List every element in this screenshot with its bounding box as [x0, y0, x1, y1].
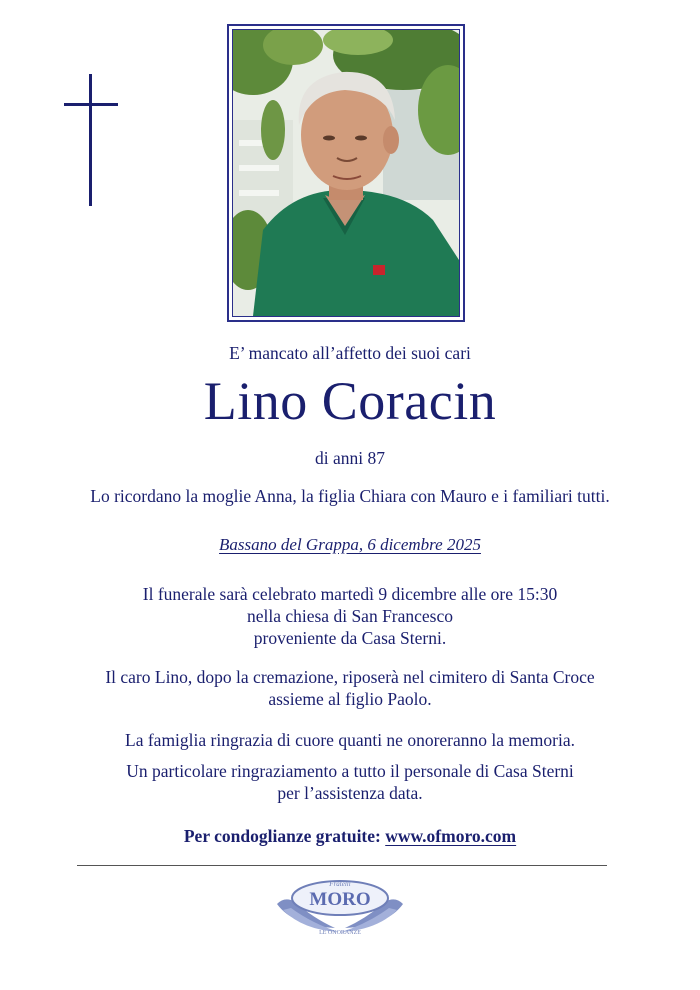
- age-text: di anni 87: [315, 448, 385, 468]
- dateline: Bassano del Grappa, 6 dicembre 2025: [219, 535, 481, 554]
- burial-line: assieme al figlio Paolo.: [268, 689, 432, 709]
- portrait-photo: [227, 24, 465, 322]
- mourners-text: Lo ricordano la moglie Anna, la figlia Chiara con Mauro e i familiari tutti.: [90, 486, 610, 506]
- family-thanks: La famiglia ringrazia di cuore quanti ne onoreranno la memoria.: [125, 730, 575, 750]
- logo-bottom-text: LE ONORANZE: [319, 930, 361, 936]
- staff-thanks-line: Un particolare ringraziamento a tutto il personale di Casa Sterni: [126, 761, 574, 781]
- funeral-line: nella chiesa di San Francesco: [246, 606, 454, 626]
- condolences: [0, 826, 700, 847]
- divider: [77, 865, 607, 866]
- funeral-line: Il funerale sarà celebrato martedì 9 dicembre alle ore 15:30: [142, 584, 558, 604]
- staff-thanks-line: per l’assistenza data.: [277, 783, 423, 803]
- funeral-line: proveniente da Casa Sterni.: [253, 628, 447, 648]
- burial-info: [0, 666, 700, 710]
- condolences-label: Per condoglianze gratuite:: [183, 826, 381, 846]
- staff-thanks: [0, 760, 700, 804]
- portrait-image: [233, 30, 459, 316]
- deceased-name: Lino Coracin: [203, 371, 497, 431]
- condolences-link[interactable]: www.ofmoro.com: [385, 826, 517, 846]
- logo-mark: [273, 874, 407, 936]
- logo-top-text: Fratelli: [329, 880, 351, 888]
- funeral-home-logo: [273, 874, 407, 936]
- funeral-info: [0, 583, 700, 649]
- cross-icon: [64, 74, 118, 206]
- intro-text: E’ mancato all’affetto dei suoi cari: [229, 343, 471, 363]
- logo-main-text: MORO: [309, 889, 371, 910]
- burial-line: Il caro Lino, dopo la cremazione, riposerà nel cimitero di Santa Croce: [105, 667, 595, 687]
